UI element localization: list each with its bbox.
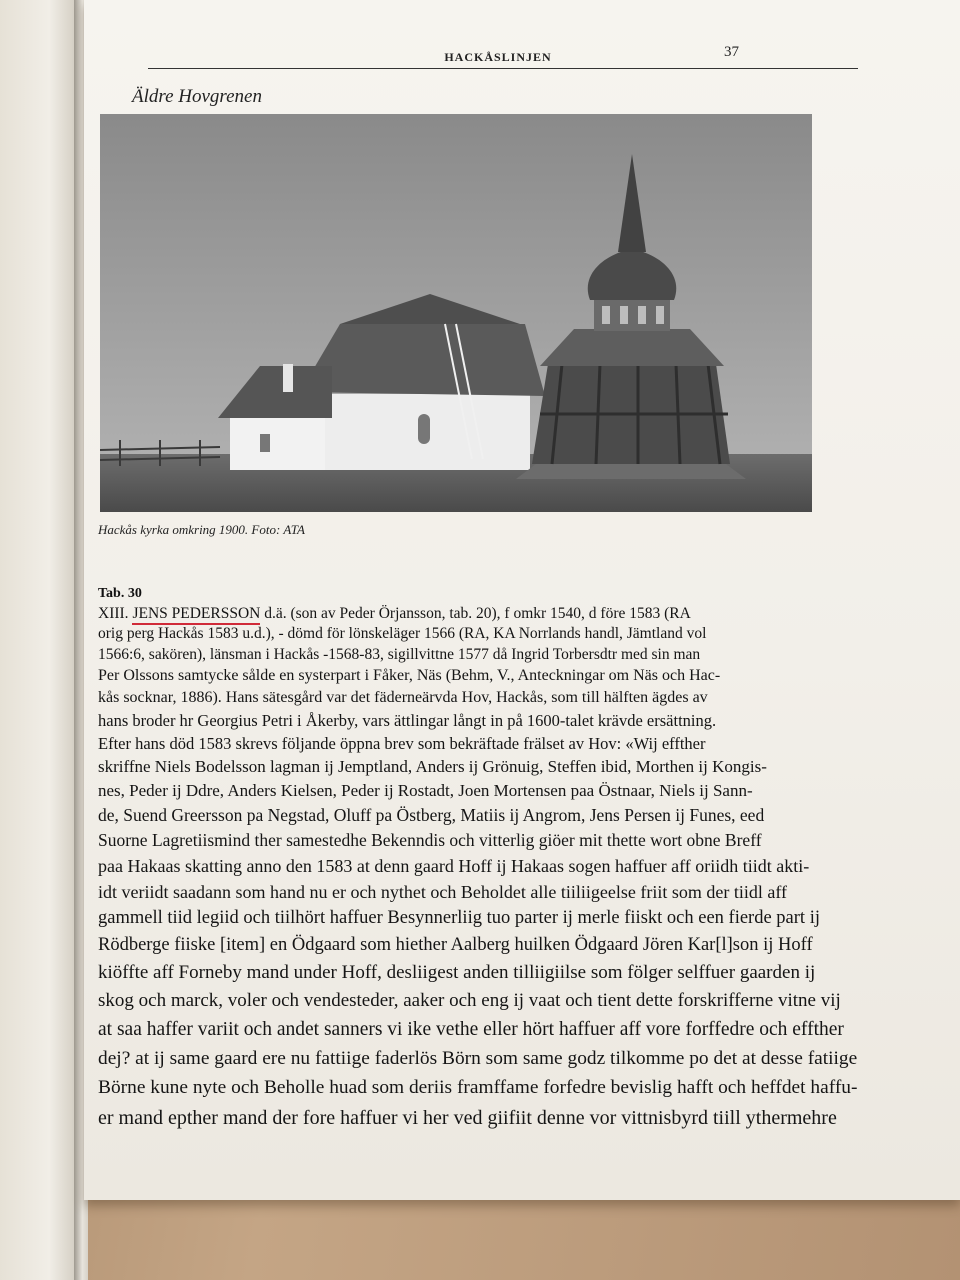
text-line	[98, 604, 858, 623]
text-line: 1566:6, sakören), länsman i Hackås -1568-83, sigillvittne 1577 då Ingrid Torbersdtr med sin man	[98, 646, 701, 663]
text-line: Rödberge fiiske [item] en Ödgaard som hiether Aalberg huilken Ödgaard Jören Kar[l]son ij Hoff	[98, 935, 813, 955]
text-line: skog och marck, voler och vendesteder, aaker och eng ij vaat och tient dette forskrifferne vitne vij	[98, 990, 841, 1011]
tab-label: Tab. 30	[98, 586, 142, 601]
text-line: at saa haffer variit och andet sanners vi ike vethe eller hört haffuer aff vore forffedre och effther	[98, 1019, 844, 1040]
text-line: skriffne Niels Bodelsson lagman ij Jemptland, Anders ij Grönuig, Steffen ibid, Morthen ij Kongis-	[98, 757, 767, 776]
text-line: dej? at ij same gaard ere nu fattiige faderlös Börn som same godz tilkomme po det at desse fatiige	[98, 1048, 858, 1069]
text-line: gammell tiid legiid och tiilhört haffuer Besynnerliig tuo parter ij merle fiiskt och een fierde part ij	[98, 908, 820, 928]
header-rule	[148, 68, 858, 69]
text-line: orig perg Hackås 1583 u.d.), - dömd för lönskeläger 1566 (RA, KA Norrlands handl, Jämtland vol	[98, 625, 707, 642]
text-line: paa Hakaas skatting anno den 1583 at denn gaard Hoff ij Hakaas sogen haffuer aff oriidh tiidt akti-	[98, 856, 810, 876]
text-line: er mand epther mand der fore haffuer vi her ved giifiit denne vor vittnisbyrd tiill ythermehre	[98, 1107, 837, 1129]
first-line-rest: d.ä. (son av Peder Örjansson, tab. 20), f omkr 1540, d före 1583 (RA	[260, 605, 691, 622]
text-line: idt veriidt saadann som hand nu er och nythet och Beholdet alle tiiliigeelse friit som der tiidl aff	[98, 882, 787, 902]
text-line: nes, Peder ij Ddre, Anders Kielsen, Peder ij Rostadt, Joen Mortensen paa Östnaar, Niels ij Sann-	[98, 781, 753, 800]
church-photo-illustration	[100, 114, 812, 512]
text-line: hans broder hr Georgius Petri i Åkerby, vars ättlingar långt in på 1600-talet krävde ersättning.	[98, 711, 717, 730]
church-photo	[100, 114, 812, 512]
running-head: HACKÅSLINJEN	[444, 50, 552, 64]
text-line: kås socknar, 1886). Hans sätesgård var det fäderneärvda Hov, Hackås, som till hälften ägdes av	[98, 689, 708, 706]
generation-prefix: XIII.	[98, 605, 133, 622]
body-text	[98, 604, 858, 1133]
photo-caption: Hackås kyrka omkring 1900. Foto: ATA	[98, 522, 305, 537]
book-page	[84, 0, 960, 1200]
text-line: de, Suend Greersson pa Negstad, Oluff pa Östberg, Matiis ij Angrom, Jens Persen ij Funes, eed	[98, 805, 765, 825]
section-title: Äldre Hovgrenen	[132, 86, 262, 107]
text-line: Efter hans död 1583 skrevs följande öppna brev som bekräftade frälset av Hov: «Wij effther	[98, 734, 706, 753]
person-name-underlined: JENS PEDERSSON	[132, 605, 260, 625]
text-line: Suorne Lagretiismind ther samestedhe Bekenndis och vitterlig giöer mit thette wort obne Breff	[98, 830, 762, 850]
text-line: kiöffte aff Forneby mand under Hoff, desliigest anden tilliigiilse som fölger selffuer gaarden ij	[98, 962, 816, 983]
left-page-edge	[0, 0, 82, 1280]
page-number: 37	[724, 44, 739, 60]
text-line: Per Olssons samtycke sålde en systerpart i Fåker, Näs (Behm, V., Anteckningar om Näs och Hac-	[98, 667, 721, 684]
text-line: Börne kune nyte och Beholle huad som deriis framffame forfedre bevislig hafft och heffdet haffu-	[98, 1077, 858, 1098]
